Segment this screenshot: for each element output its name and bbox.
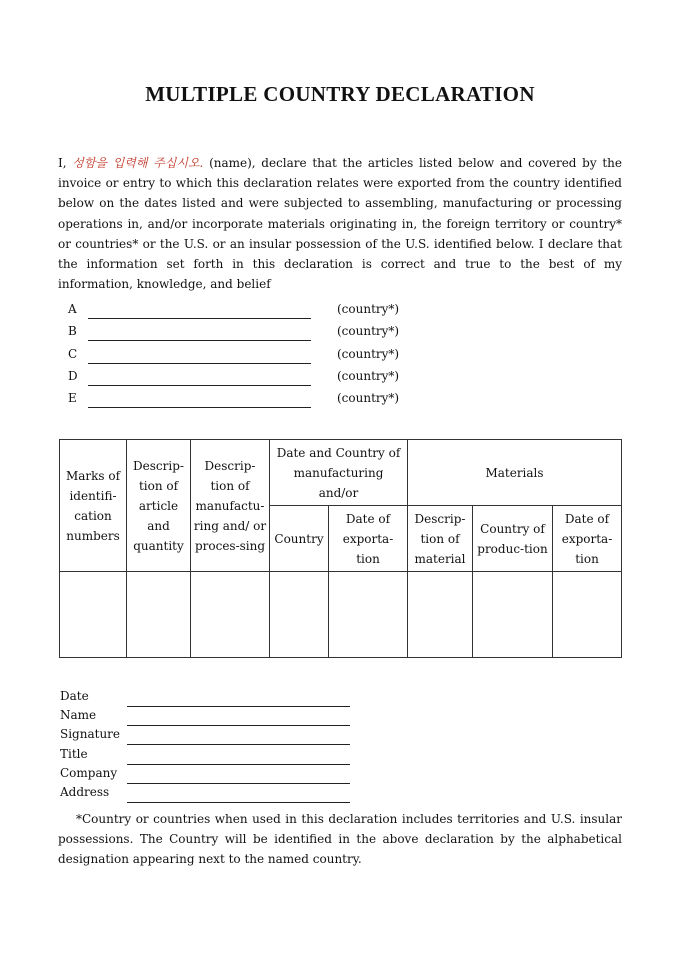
signature-row-name	[60, 708, 360, 727]
signature-block	[60, 689, 360, 804]
signature-line[interactable]	[127, 783, 350, 784]
signature-row-signature	[60, 727, 360, 746]
signature-label: Company	[60, 765, 118, 780]
country-letter: E	[68, 391, 77, 406]
country-suffix: (country*)	[337, 324, 400, 339]
signature-label: Date	[60, 689, 89, 703]
signature-line[interactable]	[127, 744, 350, 745]
header-country-production: Country of produc-tion	[473, 506, 553, 572]
header-country: Country	[270, 506, 329, 572]
header-date-exportation: Date of exporta-tion	[329, 506, 408, 572]
table-cell[interactable]	[553, 572, 622, 658]
country-row-b	[68, 324, 428, 346]
table-cell[interactable]	[329, 572, 408, 658]
table-cell[interactable]	[270, 572, 329, 658]
table-cell[interactable]	[60, 572, 127, 658]
country-row-d	[68, 369, 428, 391]
country-line[interactable]	[88, 318, 311, 319]
name-input-hint[interactable]: 성함을 입력해 주십시오.	[72, 156, 204, 170]
header-date-country-group: Date and Country of manufacturing and/or	[270, 440, 408, 506]
signature-line[interactable]	[127, 725, 350, 726]
country-letter: C	[68, 346, 78, 361]
table-cell[interactable]	[473, 572, 553, 658]
country-suffix: (country*)	[337, 346, 400, 361]
signature-label: Name	[60, 708, 97, 723]
country-suffix: (country*)	[337, 391, 400, 406]
header-materials-group: Materials	[408, 440, 622, 506]
signature-label: Signature	[60, 727, 121, 742]
signature-line[interactable]	[127, 764, 350, 765]
footnote: *Country or countries when used in this declaration includes territories and U.S. insular possessions. The Country will be identified in the above declaration by the alphabetical designation appearing next to the named country.	[58, 812, 622, 867]
header-marks: Marks of identifi-cation numbers	[60, 440, 127, 572]
header-description-material: Descrip-tion of material	[408, 506, 473, 572]
country-letter: B	[68, 324, 77, 339]
country-row-e	[68, 391, 428, 413]
table-cell[interactable]	[127, 572, 191, 658]
country-suffix: (country*)	[337, 302, 400, 316]
country-list	[68, 302, 428, 413]
header-date-exportation-materials: Date of exporta-tion	[553, 506, 622, 572]
country-row-a	[68, 302, 428, 324]
country-line[interactable]	[88, 385, 311, 386]
header-description-article: Descrip-tion of article and quantity	[127, 440, 191, 572]
country-suffix: (country*)	[337, 368, 400, 383]
signature-row-address	[60, 785, 360, 804]
header-description-manufacturing: Descrip-tion of manufactu-ring and/ or proces-sing	[191, 440, 270, 572]
country-row-c	[68, 347, 428, 369]
signature-line[interactable]	[127, 802, 350, 803]
country-letter: A	[68, 302, 77, 316]
declaration-table	[59, 439, 622, 658]
signature-label: Title	[60, 746, 88, 761]
declaration-body: (name), declare that the articles listed below and covered by the invoice or entry to which this declaration relates were exported from the country identified below on the dates listed and were subjected to assembling, manufacturing or processing operations in, and/or incorporate materials originating in, the foreign territory or country* or countries* or the U.S. or an insular possession of the U.S. identified below. I declare that the information set forth in this declaration is correct and true to the best of my information, knowledge, and belief	[58, 156, 622, 292]
country-letter: D	[68, 368, 78, 383]
table-cell[interactable]	[408, 572, 473, 658]
signature-row-title	[60, 747, 360, 766]
signature-row-date	[60, 689, 360, 708]
signature-label: Address	[60, 784, 110, 799]
country-line[interactable]	[88, 363, 311, 364]
document-title: MULTIPLE COUNTRY DECLARATION	[145, 82, 535, 106]
declaration-paragraph	[58, 153, 622, 294]
signature-row-company	[60, 766, 360, 785]
table-cell[interactable]	[191, 572, 270, 658]
country-line[interactable]	[88, 407, 311, 408]
declaration-prefix: I,	[58, 156, 73, 170]
signature-line[interactable]	[127, 706, 350, 707]
country-line[interactable]	[88, 340, 311, 341]
